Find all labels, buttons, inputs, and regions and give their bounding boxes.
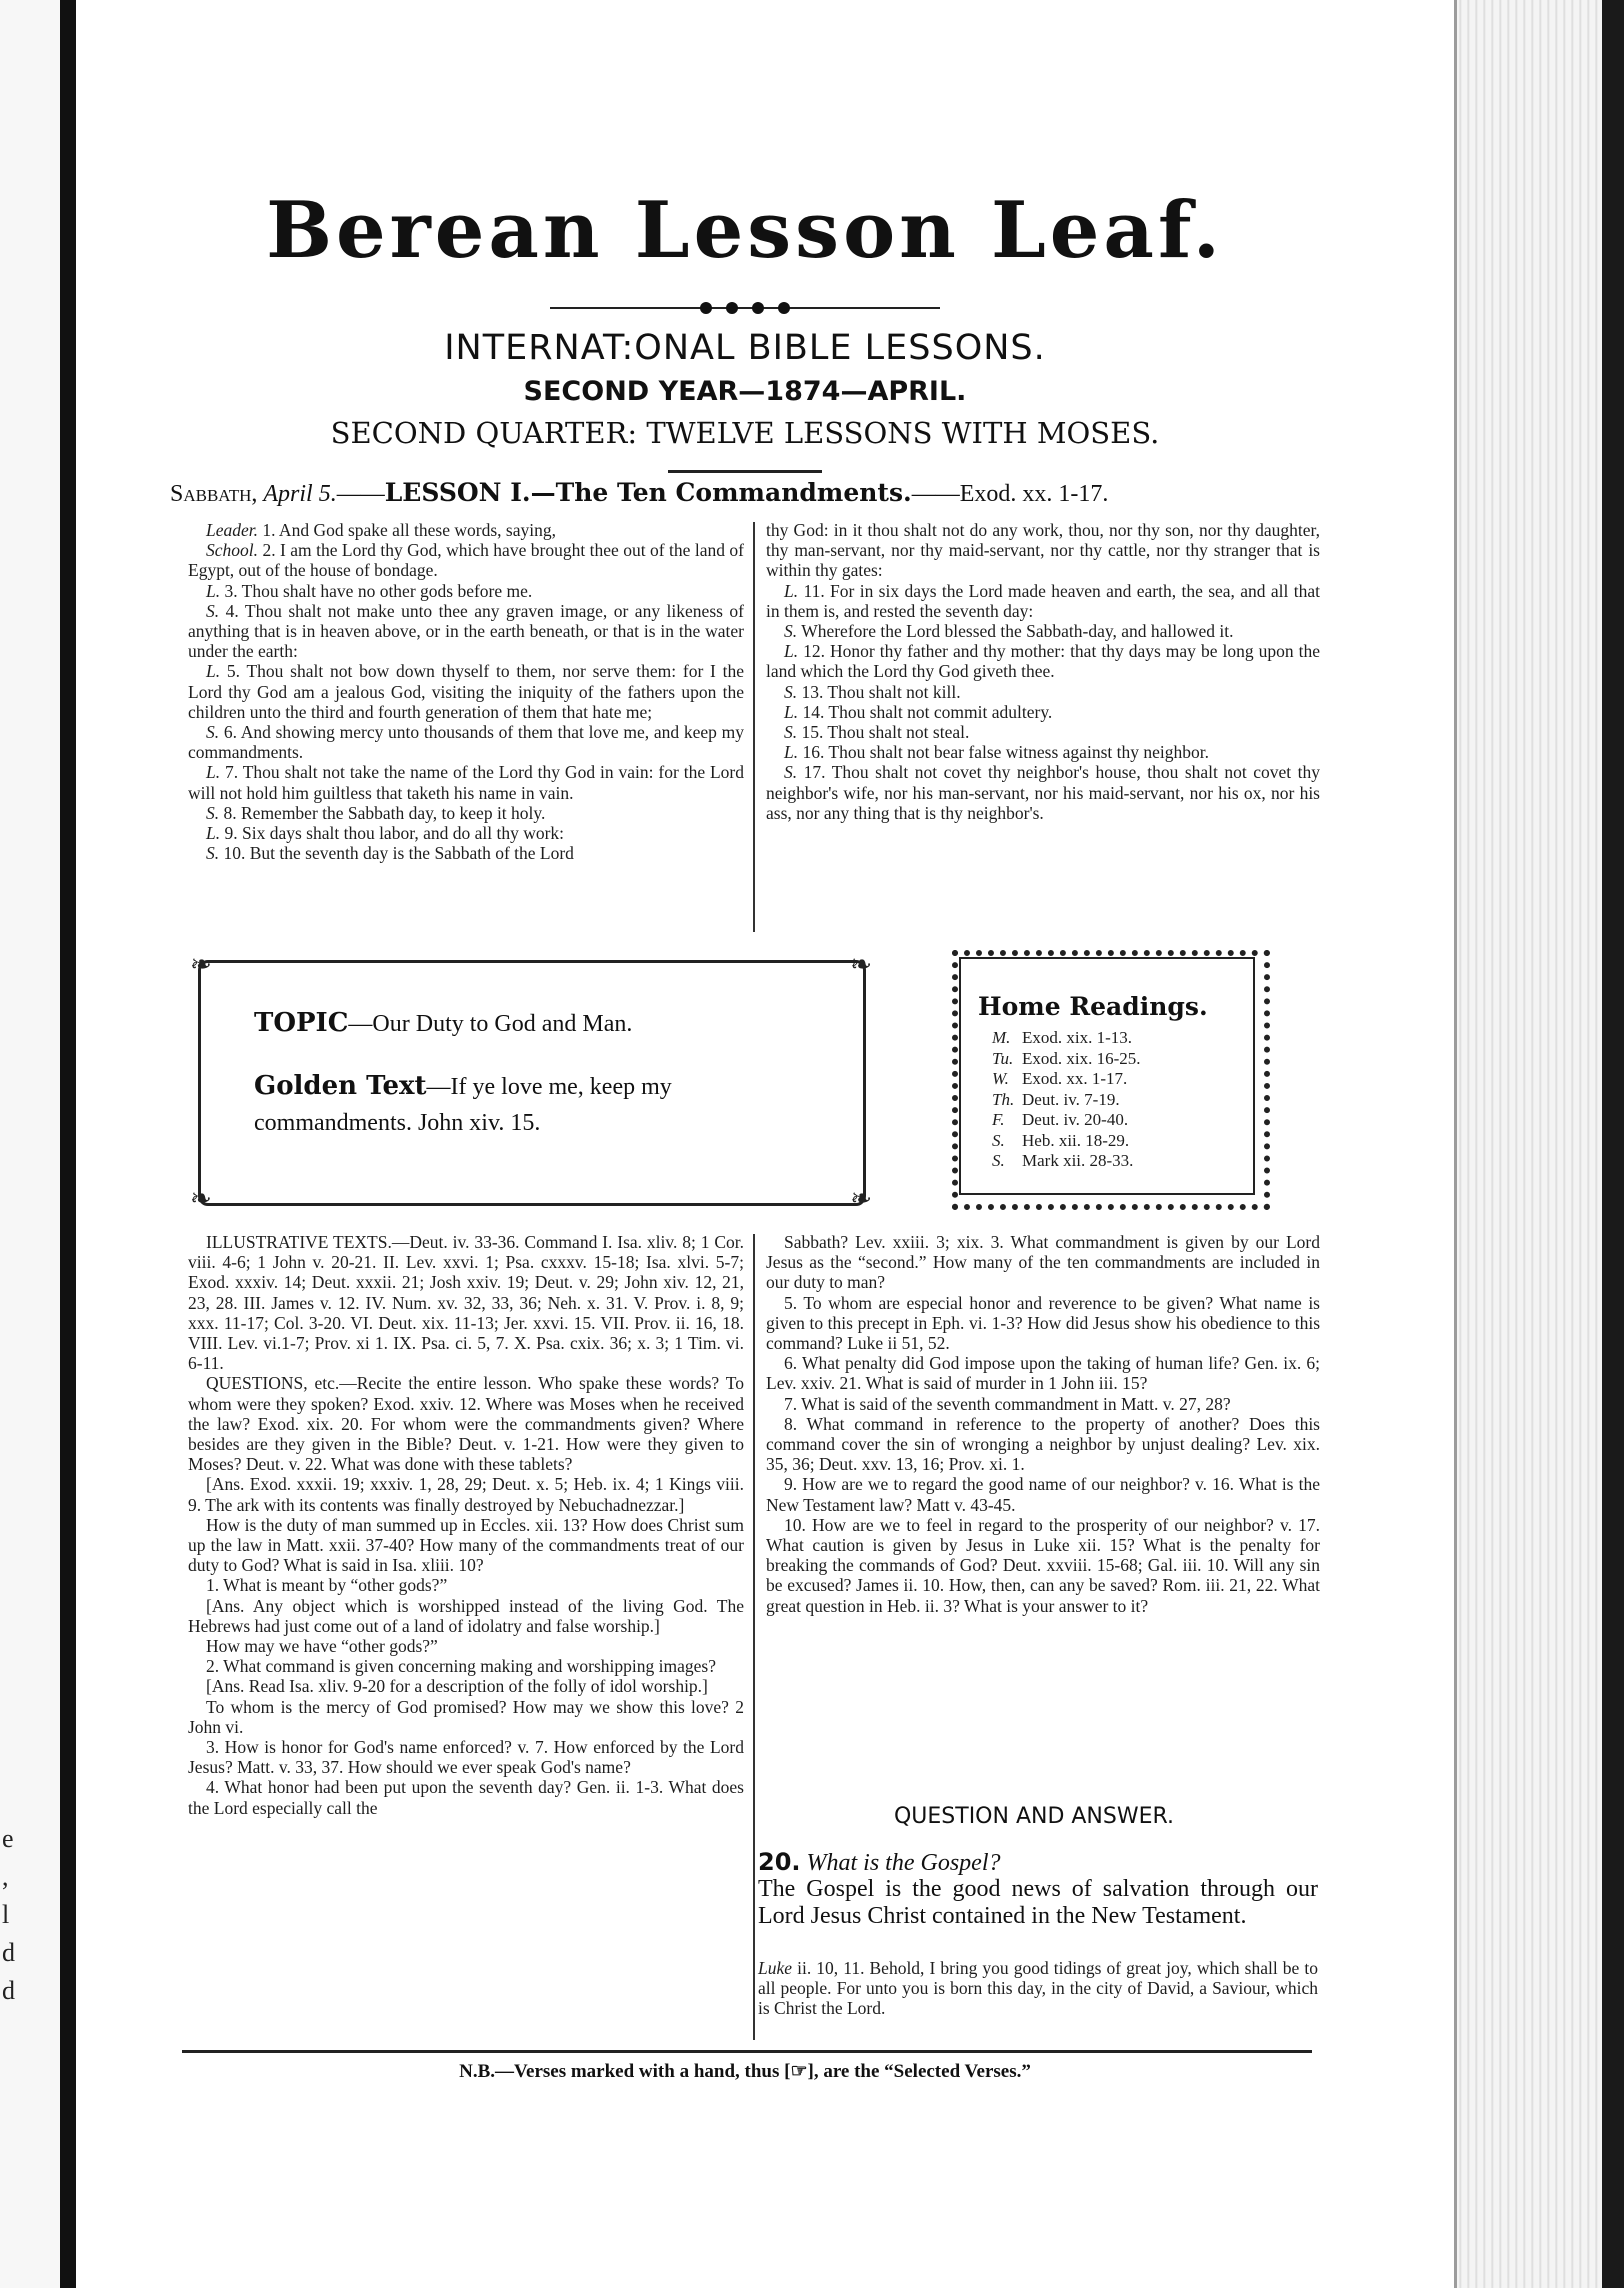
catechism-answer: The Gospel is the good news of salvation through our Lord Jesus Christ contained in the New Testament. xyxy=(758,1876,1318,1929)
scripture-verse xyxy=(188,762,744,802)
verse-text: 15. Thou shalt not steal. xyxy=(801,722,970,743)
golden-body: —If ye love me, keep my commandments. John xiv. 15. xyxy=(254,1074,672,1136)
verse-speaker: S. xyxy=(784,722,798,743)
home-reading-item xyxy=(992,1151,1242,1172)
topic-label: TOPIC xyxy=(254,1008,349,1038)
home-reading-item xyxy=(992,1069,1242,1090)
home-reading-item xyxy=(992,1131,1242,1152)
home-readings-list xyxy=(992,1028,1242,1172)
scripture-verse xyxy=(188,843,744,863)
verse-speaker: L. xyxy=(784,580,799,601)
verse-speaker: L. xyxy=(206,823,221,844)
subtitle-quarter: SECOND QUARTER: TWELVE LESSONS WITH MOSES. xyxy=(330,416,1160,450)
corner-scroll: ❧ xyxy=(190,950,212,979)
question-text: What is the Gospel? xyxy=(806,1850,1001,1876)
verse-speaker: School. xyxy=(206,540,259,561)
question-paragraph: 10. How are we to feel in regard to the prosperity of our neighbor? v. 17. What caution is given by Jesus in Luke xii. 15? What is the penalty for breaking the commands of God? Deut. xxviii. 15-68; Gal. iii. 10. Will any sin be excused? James ii. 10. How, then, can any be saved? Rom. iii. 21, 22. What great question in Heb. ii. 3? What is your answer to it? xyxy=(766,1514,1320,1616)
question-paragraph: ILLUSTRATIVE TEXTS.—Deut. iv. 33-36. Command I. Isa. xliv. 8; 1 Cor. viii. 4-6; 1 John v. 20-21. II. Lev. xxvi. 1; Psa. cxxxv. 15-18; Isa. xlvi. 5-7; Exod. xxxiv. 14; Deut. xxxii. 21; Josh xxiv. 19; Deut. v. 29; John xiv. 12, 21, 23, 28. III. James v. 12. IV. Num. xv. 32, 33, 36; Neh. x. 31. V. Prov. i. 8, 9; xxx. 11-17; Col. 3-20. VI. Deut. xix. 11-13; Jer. xxvi. 15. VII. Prov. ii. 16, 18. VIII. Lev. vi.1-7; Prov. xi 1. IX. Psa. ci. 5, 7. X. Psa. cxix. 36; x. 3; 1 Tim. vi. 6-11. xyxy=(188,1232,744,1374)
question-paragraph: 4. What honor had been put upon the seventh day? Gen. ii. 1-3. What does the Lord especially call the xyxy=(188,1777,744,1818)
question-paragraph: 1. What is meant by “other gods?” xyxy=(206,1575,448,1596)
question-paragraph: 7. What is said of the seventh commandment in Matt. v. 27, 28? xyxy=(784,1393,1231,1414)
verse-speaker: S. xyxy=(206,600,220,621)
scripture-verse xyxy=(188,823,744,843)
verse-text: 16. Thou shalt not bear false witness against thy neighbor. xyxy=(802,742,1209,763)
page-stack-edge xyxy=(1454,0,1624,2288)
verse-text: 3. Thou shalt have no other gods before me. xyxy=(224,580,533,601)
reading-day: W. xyxy=(992,1069,1009,1088)
golden-text xyxy=(254,1068,834,1141)
ornament-dot xyxy=(752,302,764,314)
question-paragraph: 8. What command in reference to the property of another? Does this command cover the sin of wronging a neighbor by unjust dealing? Lev. xix. 35, 36; Deut. xxv. 13, 16; Prov. xi. 1. xyxy=(766,1413,1320,1475)
verse-text: 2. I am the Lord thy God, which have brought thee out of the land of Egypt, out of the house of bondage. xyxy=(188,540,744,581)
verse-text: 8. Remember the Sabbath day, to keep it holy. xyxy=(223,802,546,823)
question-paragraph: How may we have “other gods?” xyxy=(206,1636,438,1657)
ornament-line xyxy=(550,307,940,309)
lesson-leaf-page xyxy=(170,0,1320,2288)
verse-text: 12. Honor thy father and thy mother: that thy days may be long upon the land which the Lord thy God giveth thee. xyxy=(766,641,1321,682)
margin-marks: e , l d d xyxy=(2,1824,15,2005)
verse-text: 11. For in six days the Lord made heaven and earth, the sea, and all that in them is, and rested the seventh day: xyxy=(766,580,1320,621)
reading-day: Th. xyxy=(992,1089,1015,1109)
home-readings-box xyxy=(952,950,1270,1210)
ornament-dot xyxy=(726,302,738,314)
verse-speaker: L. xyxy=(206,661,221,682)
verse-text: 5. Thou shalt not bow down thyself to them, nor serve them: for I the Lord thy God am a jealous God, visiting the iniquity of the fathers upon the children unto the third and fourth generation of them that hate me; xyxy=(188,661,745,722)
reading-ref: Deut. iv. 7-19. xyxy=(1022,1089,1120,1109)
corner-scroll: ❧ xyxy=(850,950,872,979)
question-paragraph: [Ans. Read Isa. xliv. 9-20 for a description of the folly of idol worship.] xyxy=(206,1676,708,1697)
verse-text: 17. Thou shalt not covet thy neighbor's house, thou shalt not covet thy neighbor's wife, nor his man-servant, nor his maid-servant, nor his ox, nor his ass, nor any thing that is thy neighbor's. xyxy=(766,762,1320,823)
verse-text: Wherefore the Lord blessed the Sabbath-day, and hallowed it. xyxy=(801,621,1234,642)
footnote: N.B.—Verses marked with a hand, thus [☞], are the “Selected Verses.” xyxy=(459,2061,1031,2082)
topic-line xyxy=(254,1008,834,1038)
topic-box xyxy=(190,952,872,1212)
reading-ref: Exod. xx. 1-17. xyxy=(1022,1069,1128,1088)
scripture-verse xyxy=(766,581,1320,621)
home-reading-item xyxy=(992,1049,1242,1070)
scan-left-edge xyxy=(60,0,76,2288)
subtitle-year: SECOND YEAR—1874—APRIL. xyxy=(523,376,967,407)
corner-scroll: ❧ xyxy=(190,1184,212,1213)
reading-day: M. xyxy=(992,1028,1011,1047)
page-stack-border xyxy=(1454,0,1457,2288)
section-rule xyxy=(668,470,822,473)
verse-text: 1. And God spake all these words, saying, xyxy=(262,520,556,540)
question-paragraph: To whom is the mercy of God promised? How may we show this love? 2 John vi. xyxy=(188,1696,744,1737)
verse-text: 14. Thou shalt not commit adultery. xyxy=(802,701,1053,722)
reference-label: Luke xyxy=(758,1958,793,1978)
reading-ref: Exod. xix. 1-13. xyxy=(1022,1028,1133,1047)
masthead-title: Berean Lesson Leaf. xyxy=(266,185,1224,276)
masthead-ornament xyxy=(550,302,940,314)
scripture-verse xyxy=(766,641,1320,681)
lesson-title: LESSON I.—The Ten Commandments. xyxy=(384,478,912,507)
scripture-column-left xyxy=(188,520,744,863)
home-reading-item xyxy=(992,1028,1242,1049)
verse-text: 13. Thou shalt not kill. xyxy=(801,681,961,702)
catechism-question xyxy=(758,1848,1318,1877)
verse-speaker: S. xyxy=(784,621,798,642)
subtitle-international: INTERNAT:ONAL BIBLE LESSONS. xyxy=(444,328,1046,368)
home-reading-item xyxy=(992,1090,1242,1111)
question-paragraph: QUESTIONS, etc.—Recite the entire lesson. Who spake these words? To whom were they spoken? Exod. xxiv. 12. Where was Moses when he received the law? Exod. xix. 20. For whom were the commandments given? Where besides are they given in the Bible? Deut. v. 1-21. How were they given to Moses? Deut. v. 22. What was done with these tablets? xyxy=(188,1373,744,1475)
scripture-verse xyxy=(766,762,1320,823)
catechism-reference xyxy=(758,1958,1318,2019)
scripture-verse xyxy=(766,702,1320,722)
reading-day: Tu. xyxy=(992,1048,1014,1068)
lesson-heading xyxy=(170,478,1320,508)
question-paragraph: Sabbath? Lev. xxiii. 3; xix. 3. What commandment is given by our Lord Jesus as the “second.” How many of the ten commandments are included in our duty to man? xyxy=(766,1232,1320,1293)
topic-text: —Our Duty to God and Man. xyxy=(348,1011,633,1037)
illustrative-questions-left xyxy=(188,1232,744,1818)
verse-speaker: S. xyxy=(206,843,220,864)
verse-text: 7. Thou shalt not take the name of the Lord thy God in vain: for the Lord will not hold him guiltless that taketh his name in vain. xyxy=(188,762,745,803)
verse-speaker: S. xyxy=(784,681,798,702)
question-paragraph: How is the duty of man summed up in Eccles. xii. 13? How does Christ sum up the law in Matt. xxii. 37-40? How many of the commandments treat of our duty to God? What is said in Isa. xliii. 10? xyxy=(188,1514,744,1576)
lesson-reference: Exod. xx. 1-17. xyxy=(959,481,1109,507)
question-paragraph: 6. What penalty did God impose upon the taking of human life? Gen. ix. 6; Lev. xxiv. 21. What is said of murder in 1 John iii. 15? xyxy=(766,1353,1320,1394)
home-reading-item xyxy=(992,1110,1242,1131)
verse-speaker: L. xyxy=(784,701,799,722)
column-divider xyxy=(753,522,755,932)
ornament-dot xyxy=(778,302,790,314)
corner-scroll: ❧ xyxy=(850,1184,872,1213)
column-divider xyxy=(753,1234,755,2040)
golden-label: Golden Text xyxy=(254,1071,427,1101)
scripture-verse xyxy=(766,722,1320,742)
reading-day: F. xyxy=(992,1110,1005,1129)
question-paragraph: 3. How is honor for God's name enforced? v. 7. How enforced by the Lord Jesus? Matt. v. 33, 37. How should we ever speak God's name? xyxy=(188,1737,744,1778)
ornament-dot xyxy=(700,302,712,314)
verse-speaker: L. xyxy=(206,762,221,783)
verse-text: thy God: in it thou shalt not do any work, thou, nor thy son, nor thy daughter, thy man-servant, nor thy maid-servant, nor thy cattle, nor thy stranger that is within thy gates: xyxy=(766,520,1320,581)
scripture-verse xyxy=(766,742,1320,762)
reading-day: S. xyxy=(992,1151,1005,1170)
reading-ref: Heb. xii. 18-29. xyxy=(1022,1130,1130,1150)
verse-speaker: L. xyxy=(206,580,221,601)
question-number: 20. xyxy=(758,1848,801,1876)
scripture-verse xyxy=(188,803,744,823)
reading-ref: Deut. iv. 20-40. xyxy=(1022,1110,1129,1129)
lesson-dash: —— xyxy=(336,481,385,507)
questions-right xyxy=(766,1232,1320,1616)
scripture-verse xyxy=(188,540,744,580)
scripture-column-right xyxy=(766,520,1320,823)
verse-speaker: L. xyxy=(784,742,799,763)
scripture-verse xyxy=(766,682,1320,702)
question-paragraph: [Ans. Any object which is worshipped instead of the living God. The Hebrews had just come out of a land of idolatry and false worship.] xyxy=(188,1595,744,1636)
question-paragraph: 5. To whom are especial honor and reverence to be given? What name is given to this precept in Eph. vi. 1-3? How did Jesus show his obedience to this command? Luke ii 51, 52. xyxy=(766,1292,1320,1354)
verse-speaker: S. xyxy=(784,762,798,783)
reference-text: ii. 10, 11. Behold, I bring you good tidings of great joy, which shall be to all people. For unto you is born this day, in the city of David, a Saviour, which is Christ the Lord. xyxy=(758,1958,1318,2019)
question-paragraph: 9. How are we to regard the good name of our neighbor? v. 16. What is the New Testament law? Matt v. 43-45. xyxy=(766,1474,1320,1515)
scripture-verse xyxy=(766,621,1320,641)
verse-speaker: L. xyxy=(784,641,799,662)
verse-text: 4. Thou shalt not make unto thee any graven image, or any likeness of anything that is in heaven above, or in the earth beneath, or that is in the water under the earth: xyxy=(188,600,744,662)
scripture-verse xyxy=(188,661,744,722)
reading-ref: Mark xii. 28-33. xyxy=(1022,1151,1134,1170)
question-paragraph: 2. What command is given concerning making and worshipping images? xyxy=(206,1656,716,1677)
book-cover-edge xyxy=(1602,0,1624,2288)
scripture-verse xyxy=(188,520,744,540)
home-readings-title: Home Readings. xyxy=(978,992,1208,1021)
sabbath-label: Sabbath, xyxy=(170,481,258,507)
verse-speaker: S. xyxy=(206,722,220,743)
scripture-verse xyxy=(188,722,744,762)
question-paragraph: [Ans. Exod. xxxii. 19; xxxiv. 1, 28, 29; Deut. x. 5; Heb. ix. 4; 1 Kings viii. 9. The ark with its contents was finally destroyed by Nebuchadnezzar.] xyxy=(188,1474,744,1515)
reading-ref: Exod. xix. 16-25. xyxy=(1022,1048,1141,1068)
scripture-verse xyxy=(188,601,744,662)
footer-rule xyxy=(182,2050,1312,2053)
verse-speaker: Leader. xyxy=(206,520,259,540)
lesson-dash: —— xyxy=(911,481,960,507)
verse-text: 6. And showing mercy unto thousands of them that love me, and keep my commandments. xyxy=(188,722,744,763)
question-answer-title: QUESTION AND ANSWER. xyxy=(893,1804,1175,1829)
reading-day: S. xyxy=(992,1130,1005,1150)
lesson-date: April 5. xyxy=(263,481,337,507)
verse-speaker: S. xyxy=(206,802,220,823)
verse-text: 10. But the seventh day is the Sabbath of the Lord xyxy=(223,843,574,864)
scripture-verse xyxy=(766,520,1320,581)
verse-text: 9. Six days shalt thou labor, and do all thy work: xyxy=(224,823,565,844)
scripture-verse xyxy=(188,581,744,601)
